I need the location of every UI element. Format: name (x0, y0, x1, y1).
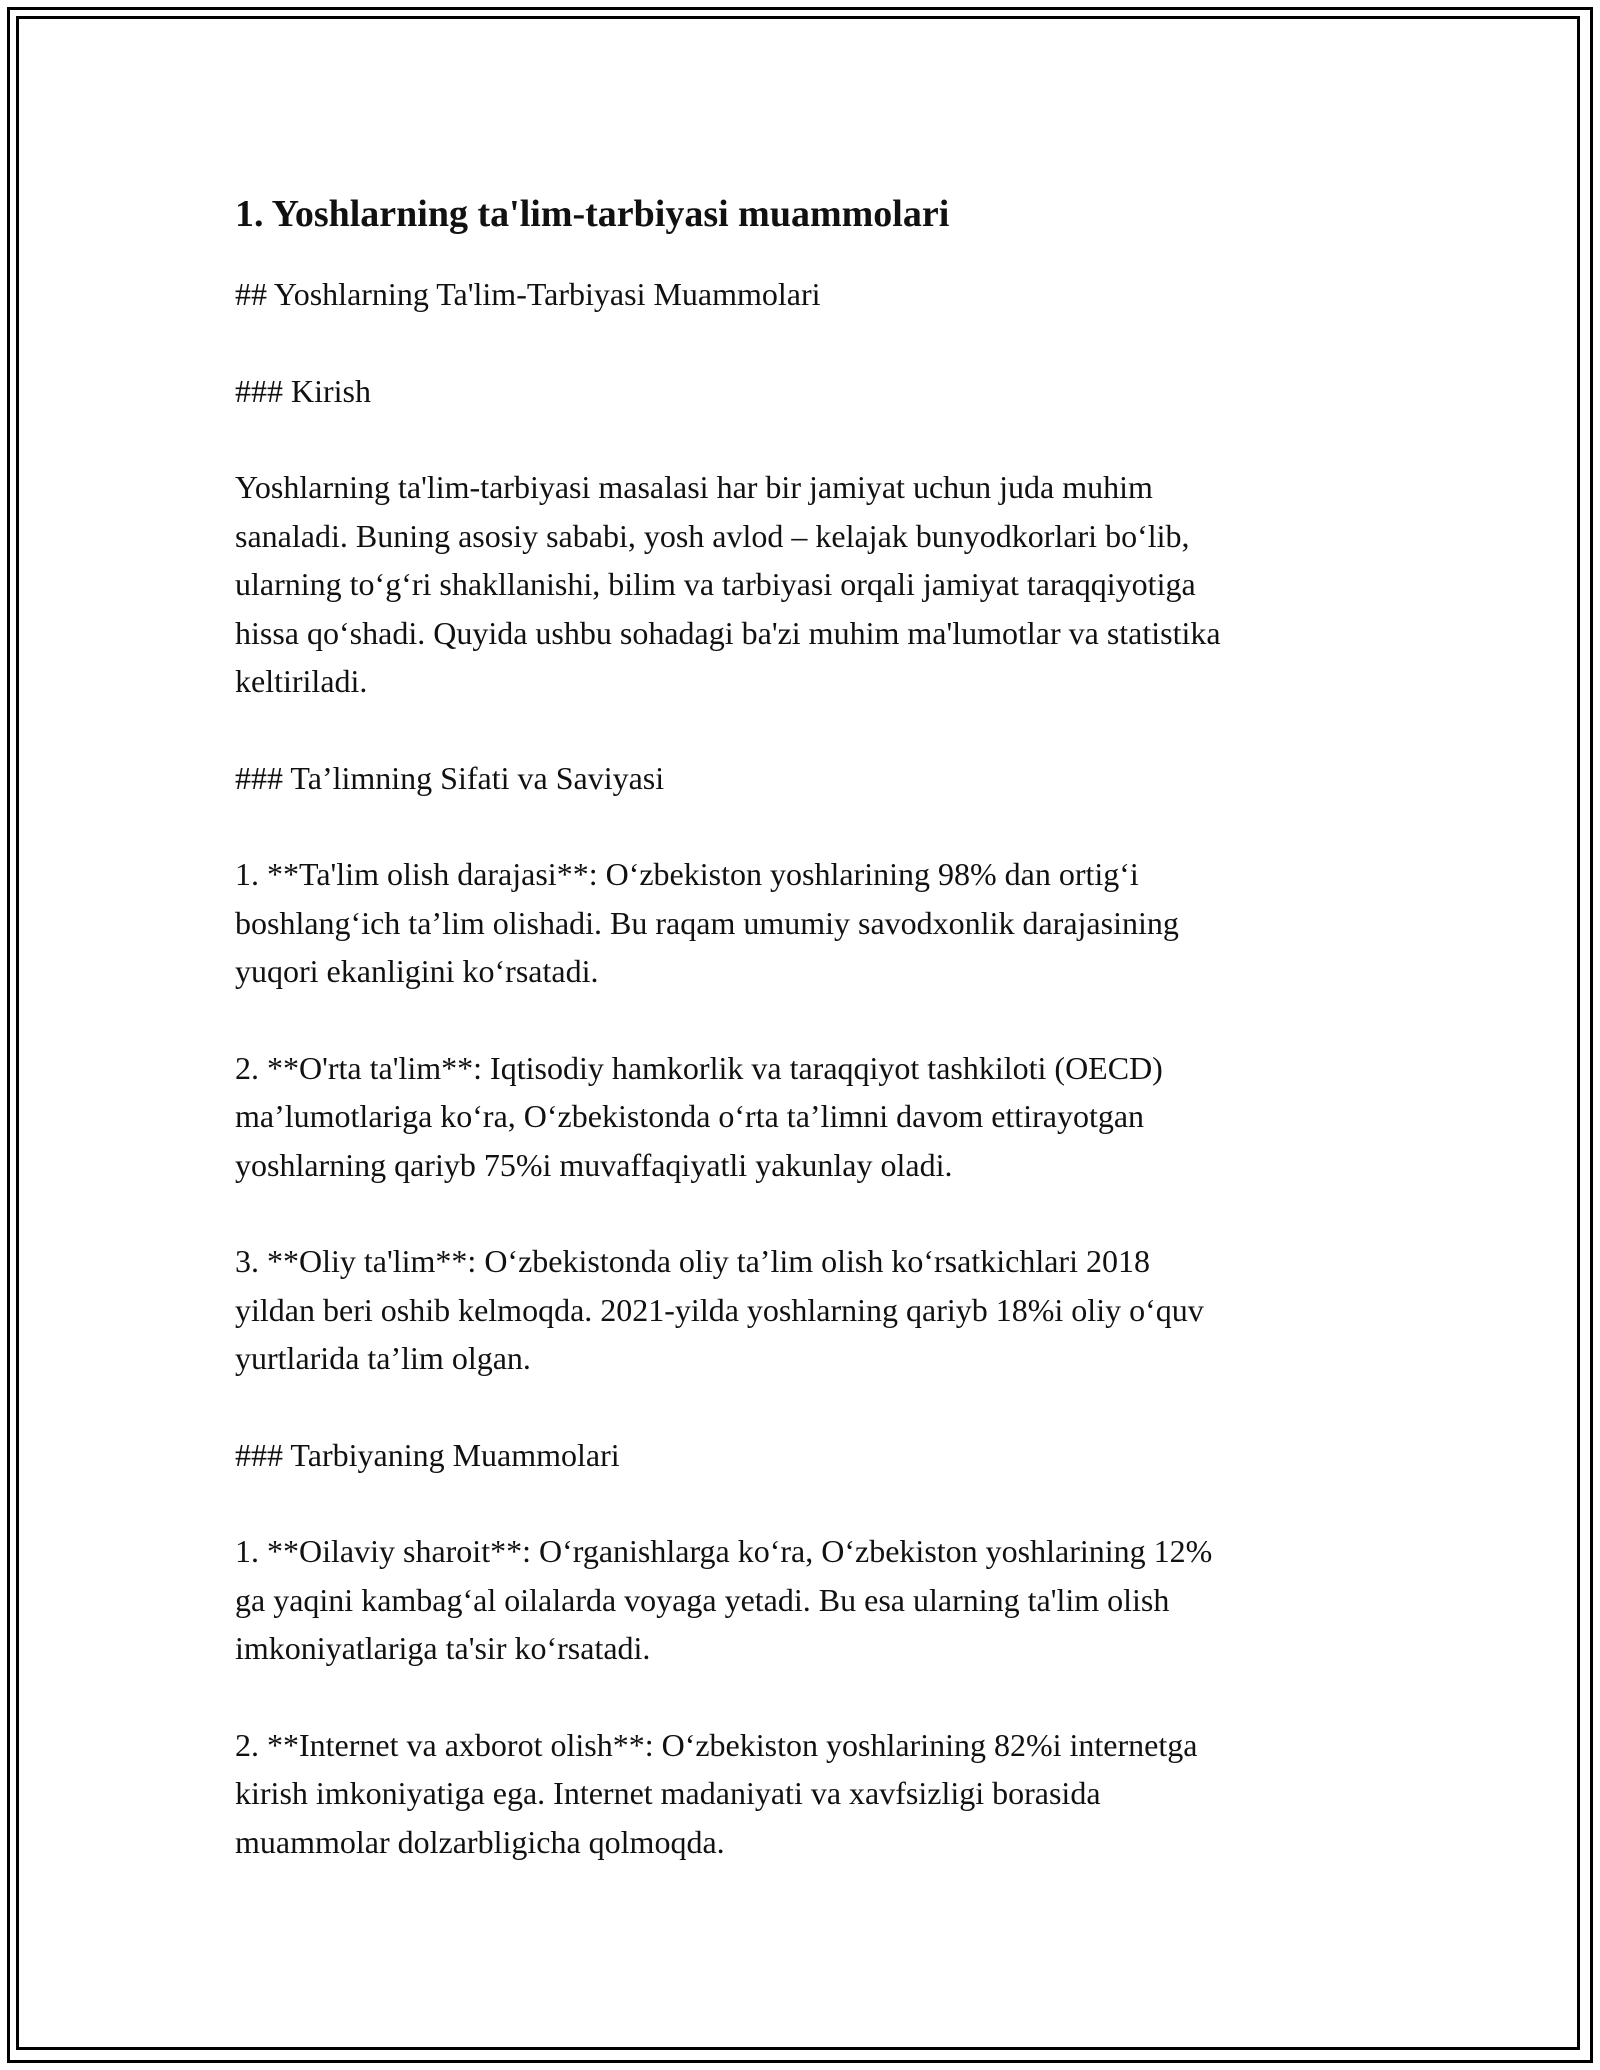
text-line: boshlangʻich taʼlim olishadi. Bu raqam umumiy savodxonlik darajasining (235, 904, 1179, 941)
text-line: ga yaqini kambagʻal oilalarda voyaga yetadi. Bu esa ularning ta'lim olish (235, 1581, 1170, 1618)
paragraph (235, 1527, 1375, 1673)
text-line: yuqori ekanligini koʻrsatadi. (235, 953, 599, 989)
text-line: ### Tarbiyaning Muammolari (235, 1436, 620, 1473)
text-line: Yoshlarning ta'lim-tarbiyasi masalasi har bir jamiyat uchun juda muhim (235, 469, 1153, 505)
text-line: yildan beri oshib kelmoqda. 2021-yilda yoshlarning qariyb 18%i oliy oʻquv (235, 1291, 1204, 1328)
text-line: sanaladi. Buning asosiy sababi, yosh avlod – kelajak bunyodkorlari boʻlib, (235, 517, 1190, 554)
text-line: yurtlarida taʼlim olgan. (235, 1340, 531, 1376)
text-line: 2. **Internet va axborot olish**: Oʻzbekiston yoshlarining 82%i internetga (235, 1726, 1198, 1763)
text-line: kirish imkoniyatiga ega. Internet madaniyati va xavfsizligi borasida (235, 1775, 1101, 1811)
paragraph (235, 367, 1375, 416)
paragraph (235, 1721, 1375, 1867)
paragraph (235, 1431, 1375, 1480)
text-line: yoshlarning qariyb 75%i muvaffaqiyatli yakunlay oladi. (235, 1146, 953, 1183)
text-line: keltiriladi. (235, 663, 368, 699)
text-line: maʼlumotlariga koʻra, Oʻzbekistonda oʻrta taʼlimni davom ettirayotgan (235, 1098, 1145, 1134)
text-line: ### Kirish (235, 372, 371, 409)
paragraph (235, 1044, 1375, 1190)
document-blocks (235, 270, 1375, 1866)
text-line: muammolar dolzarbligicha qolmoqda. (235, 1823, 725, 1860)
paragraph (235, 463, 1375, 706)
paragraph (235, 1237, 1375, 1383)
document-body (235, 186, 1375, 1914)
paragraph (235, 850, 1375, 996)
text-line: 1. **Ta'lim olish darajasi**: Oʻzbekiston yoshlarining 98% dan ortigʻi (235, 856, 1139, 892)
text-line: 3. **Oliy ta'lim**: Oʻzbekistonda oliy taʼlim olish koʻrsatkichlari 2018 (235, 1243, 1150, 1279)
document-title: 1. Yoshlarning ta'lim-tarbiyasi muammolari (235, 193, 950, 235)
text-line: ### Taʼlimning Sifati va Saviyasi (235, 759, 665, 796)
text-line: imkoniyatlariga ta'sir koʻrsatadi. (235, 1630, 651, 1666)
paragraph (235, 754, 1375, 803)
text-line: ## Yoshlarning Ta'lim-Tarbiyasi Muammolari (235, 276, 821, 312)
text-line: 2. **O'rta ta'lim**: Iqtisodiy hamkorlik va taraqqiyot tashkiloti (OECD) (235, 1049, 1163, 1086)
paragraph (235, 270, 1375, 319)
text-line: 1. **Oilaviy sharoit**: Oʻrganishlarga koʻra, Oʻzbekiston yoshlarining 12% (235, 1533, 1213, 1569)
text-line: hissa qoʻshadi. Quyida ushbu sohadagi ba'zi muhim ma'lumotlar va statistika (235, 614, 1221, 651)
text-line: ularning toʻgʻri shakllanishi, bilim va tarbiyasi orqali jamiyat taraqqiyotiga (235, 566, 1196, 602)
